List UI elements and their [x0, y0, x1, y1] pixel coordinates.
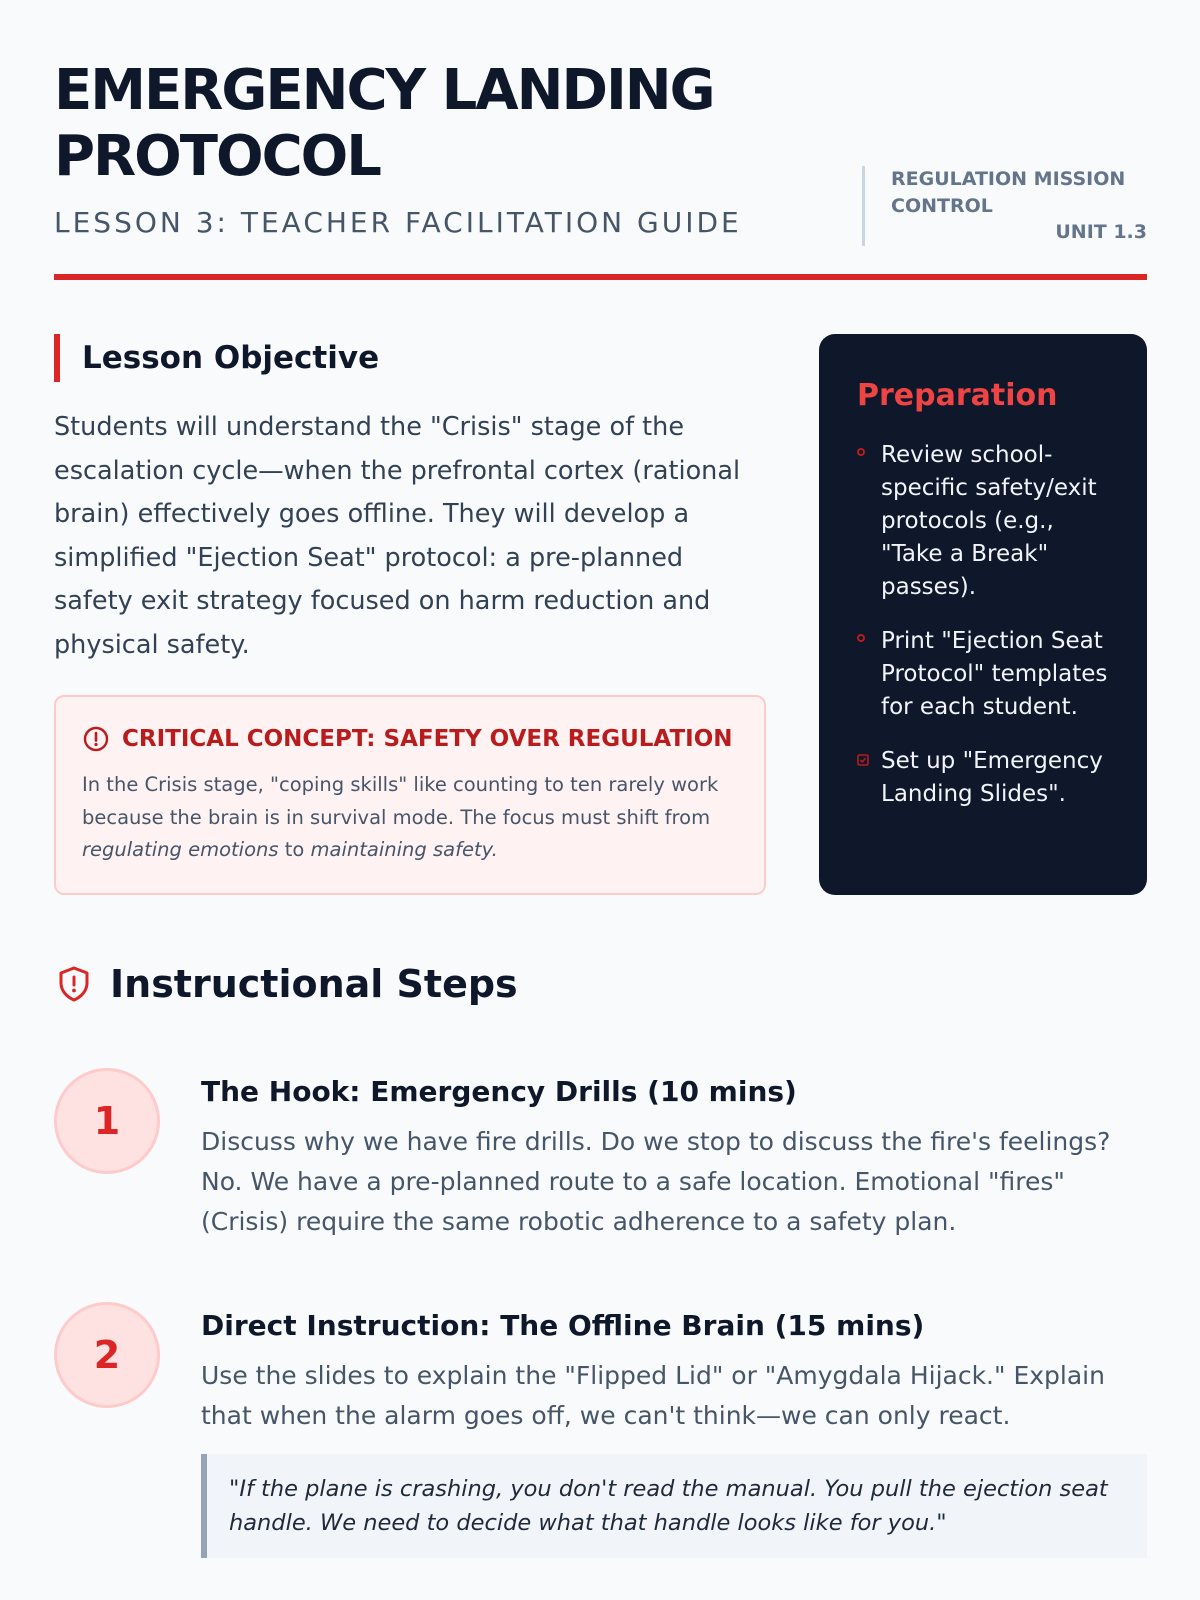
alert-circle-icon: [82, 725, 110, 753]
objective-heading: Lesson Objective: [54, 334, 379, 382]
preparation-item-text: Print "Ejection Seat Protocol" templates for each student.: [881, 628, 1108, 720]
callout-body-mid: to: [278, 838, 311, 861]
step-number: 1: [54, 1068, 160, 1174]
header-divider: [54, 274, 1147, 280]
step-title: Direct Instruction: The Offline Brain (15 mins): [201, 1309, 925, 1342]
steps-heading-label: Instructional Steps: [110, 962, 518, 1006]
preparation-list: [857, 439, 1109, 811]
preparation-item-text: Set up "Emergency Landing Slides".: [881, 748, 1103, 807]
step-title: The Hook: Emergency Drills (10 mins): [201, 1075, 797, 1108]
page-subtitle: LESSON 3: TEACHER FACILITATION GUIDE: [54, 206, 742, 239]
objective-text: Students will understand the "Crisis" stage of the escalation cycle—when the prefrontal cortex (rational brain) effectively goes offline. They will develop a simplified "Ejection Seat" protocol: a pre-planned safety exit strategy focused on harm reduction and physical safety.: [54, 412, 741, 660]
shield-alert-icon: [54, 964, 94, 1004]
preparation-title: Preparation: [857, 378, 1058, 413]
page-title: EMERGENCY LANDING PROTOCOL: [54, 58, 714, 189]
lesson-guide-page: [54, 0, 1147, 1600]
callout-heading: CRITICAL CONCEPT: SAFETY OVER REGULATION: [122, 726, 733, 752]
preparation-item: [857, 745, 1109, 811]
critical-concept-callout: [54, 695, 766, 895]
step-text: Use the slides to explain the "Flipped Lid" or "Amygdala Hijack." Explain that when the alarm goes off, we can't think—we can only react.: [201, 1361, 1105, 1430]
callout-header: [82, 725, 738, 753]
bullet-dot-icon: [857, 634, 869, 724]
meta-block: [862, 166, 1147, 246]
step-body: [201, 1068, 1147, 1242]
preparation-panel: [819, 334, 1147, 895]
callout-emphasis-2: maintaining safety.: [310, 838, 498, 861]
page-header: [54, 58, 1147, 282]
callout-emphasis-1: regulating emotions: [82, 838, 279, 861]
checkbox-icon: [857, 754, 869, 811]
callout-body-start: In the Crisis stage, "coping skills" like counting to ten rarely work because the brain is in survival mode. The focus must shift from: [82, 773, 719, 829]
step-body: [201, 1302, 1147, 1558]
unit-label: UNIT 1.3: [1055, 221, 1147, 243]
callout-body: [82, 769, 738, 867]
preparation-item: [857, 625, 1109, 724]
org-label: REGULATION MISSION CONTROL: [891, 168, 1126, 217]
preparation-item: [857, 439, 1109, 604]
steps-heading: [54, 962, 518, 1006]
step-number: 2: [54, 1302, 160, 1408]
step-text: Discuss why we have fire drills. Do we stop to discuss the fire's feelings? No. We have a pre-planned route to a safe location. Emotional "fires" (Crisis) require the same robotic adherence to a safety plan.: [201, 1127, 1111, 1236]
preparation-item-text: Review school-specific safety/exit protocols (e.g., "Take a Break" passes).: [881, 442, 1097, 600]
step-quote: "If the plane is crashing, you don't read the manual. You pull the ejection seat handle. We need to decide what that handle looks like for you.": [201, 1454, 1147, 1558]
bullet-dot-icon: [857, 448, 869, 604]
